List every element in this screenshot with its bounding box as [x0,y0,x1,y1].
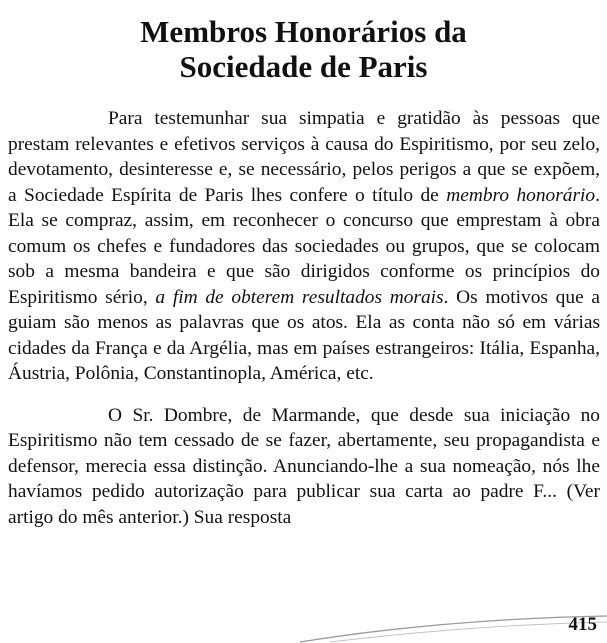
paragraph-1 [8,106,600,387]
paragraph-1-part-3: . Os motivos que a guiam são menos as palavras que os atos. Ela as conta não só em várias cidades da França e da Argélia, mas em países estrangeiros: Itália, Espanha, Áustria, Polônia, Constantinopla, América, etc. [8,286,601,384]
paragraph-1-part-2: . Ela se compraz, assim, em reconhecer o concurso que emprestam à obra comum os chefes e fundadores das sociedades ou grupos, que se colocam sob a mesma bandeira e que são dirigidos conforme os princípios do Espiritismo sério, [8,184,600,308]
title-line-2: Sociedade de Paris [179,49,428,84]
italic-membro-honorario: membro honorário [446,184,596,206]
title-line-1: Membros Honorários da [140,14,467,49]
page-number: 415 [568,614,597,635]
article-body [8,106,600,530]
paragraph-1-part-1: Para testemunhar sua simpatia e gratidão às pessoas que prestam relevantes e efetivos serviços à causa do Espiritismo, por seu zelo, devotamento, desinteresse e, se necessário, pelos perigos a que se expõem, a Sociedade Espírita de Paris lhes confere o título de [8,108,600,206]
paragraph-2: O Sr. Dombre, de Marmande, que desde sua iniciação no Espiritismo não tem cessado de se fazer, abertamente, seu propagandista e defensor, merecia essa distinção. Anunciando-lhe a sua nomeação, nós lhe havíamos pedido autorização para publicar sua carta ao padre F... (Ver artigo do mês anterior.) Sua resposta [8,404,600,528]
italic-resultados-morais: a fim de obterem resultados morais [155,286,444,308]
page-title [0,14,607,84]
footer-swoosh-decoration [0,600,607,643]
